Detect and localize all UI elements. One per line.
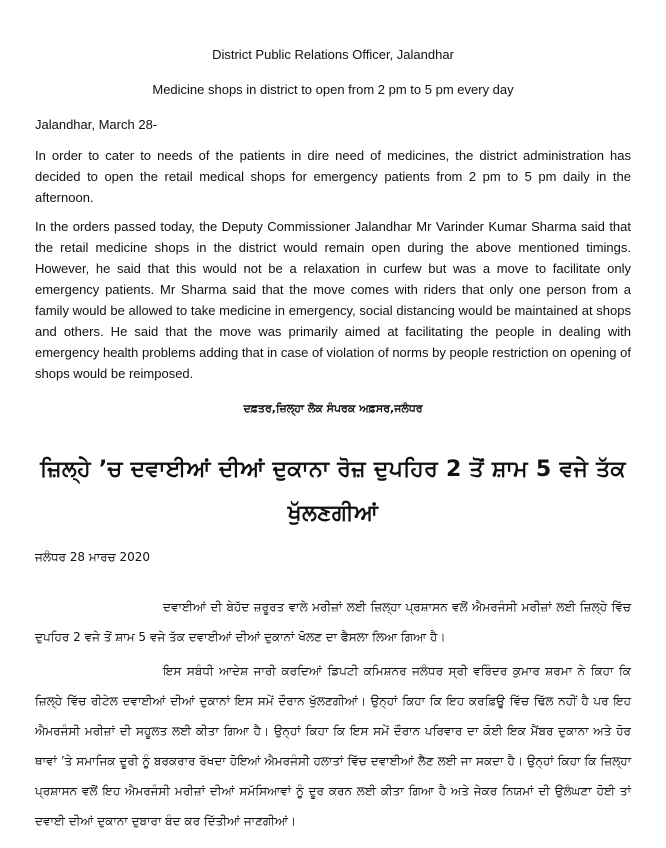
paragraph-2-english: In the orders passed today, the Deputy Commissioner Jalandhar Mr Varinder Kumar Sharma said that the retail medicine shops in the district would remain open during the above mentioned timings. However, he said that this would not be a relaxation in curfew but was a move to facilitate only emergency patients. Mr Sharma said that the move comes with riders that only one person from a family would be allowed to take medicine in emergency, social distancing would be maintained at shops and others. He said that the move was primarily aimed at facilitating the people in dealing with emergency health problems adding that in case of violation of norms by people restriction on opening of shops would be reimposed.: [35, 219, 631, 381]
paragraph-1-english: In order to cater to needs of the patients in dire need of medicines, the district administration has decided to open the retail medical shops for emergency patients from 2 pm to 5 pm daily in the afternoon.: [35, 148, 631, 205]
headline-english: Medicine shops in district to open from 2 pm to 5 pm every day: [152, 82, 514, 97]
paragraph-1-punjabi: ਦਵਾਈਆਂ ਦੀ ਬੇਹੱਦ ਜ਼ਰੂਰਤ ਵਾਲੇ ਮਰੀਜ਼ਾਂ ਲਈ ਜ਼ਿਲ੍ਹਾ ਪ੍ਰਸ਼ਾਸਨ ਵਲੋਂ ਐਮਰਜੰਸੀ ਮਰੀਜ਼ਾਂ ਲਈ ਜ਼ਿਲ੍ਹੇ ਵਿੱਚ ਦੁਪਹਿਰ 2 ਵਜੇ ਤੋਂ ਸ਼ਾਮ 5 ਵਜੇ ਤੱਕ ਦਵਾਈਆਂ ਦੀਆਂ ਦੁਕਾਨਾਂ ਖੋਲਣ ਦਾ ਫੈਸਲਾ ਲਿਆ ਗਿਆ ਹੈ।: [35, 600, 631, 644]
paragraph-2-punjabi: ਇਸ ਸਬੰਧੀ ਆਦੇਸ਼ ਜਾਰੀ ਕਰਦਿਆਂ ਡਿਪਟੀ ਕਮਿਸ਼ਨਰ ਜਲੰਧਰ ਸ੍ਰੀ ਵਰਿੰਦਰ ਕੁਮਾਰ ਸ਼ਰਮਾ ਨੇ ਕਿਹਾ ਕਿ ਜ਼ਿਲ੍ਹੇ ਵਿੱਚ ਰੀਟੇਲ ਦਵਾਈਆਂ ਦੀਆਂ ਦੁਕਾਨਾਂ ਇਸ ਸਮੇਂ ਦੌਰਾਨ ਖੁੱਲਣਗੀਆਂ। ਉਨ੍ਹਾਂ ਕਿਹਾ ਕਿ ਇਹ ਕਰਫ਼ਿਊ ਵਿੱਚ ਢਿੱਲ ਨਹੀਂ ਹੈ ਪਰ ਇਹ ਐਮਰਜੰਸੀ ਮਰੀਜ਼ਾਂ ਦੀ ਸਹੂਲਤ ਲਈ ਕੀਤਾ ਗਿਆ ਹੈ। ਉਨ੍ਹਾਂ ਕਿਹਾ ਕਿ ਇਸ ਸਮੇਂ ਦੌਰਾਨ ਪਰਿਵਾਰ ਦਾ ਕੋਈ ਇਕ ਮੈਂਬਰ ਦੁਕਾਨਾ ਅਤੇ ਹੋਰ ਥਾਵਾਂ ’ਤੇ ਸਮਾਜਿਕ ਦੂਰੀ ਨੂੰ ਬਰਕਰਾਰ ਰੱਖਦਾ ਹੋਇਆਂ ਐਮਰਜੰਸੀ ਹਲਾਤਾਂ ਵਿੱਚ ਦਵਾਈਆਂ ਲੈਣ ਲਈ ਜਾ ਸਕਦਾ ਹੈ। ਉਨ੍ਹਾਂ ਕਿਹਾ ਕਿ ਜ਼ਿਲ੍ਹਾ ਪ੍ਰਸ਼ਾਸਨ ਵਲੋਂ ਇਹ ਐਮਰਜੰਸੀ ਮਰੀਜ਼ਾਂ ਦੀਆਂ ਸਮੱਸਿਆਵਾਂ ਨੂੰ ਦੂਰ ਕਰਨ ਲਈ ਕੀਤਾ ਗਿਆ ਹੈ ਅਤੇ ਜੇਕਰ ਨਿਯਮਾਂ ਦੀ ਉਲੰਘਣਾ ਹੋਈ ਤਾਂ ਦਵਾਈ ਦੀਆਂ ਦੁਕਾਨਾ ਦੁਬਾਰਾ ਬੰਦ ਕਰ ਦਿੱਤੀਆਂ ਜਾਣਗੀਆਂ।: [35, 664, 631, 828]
headline-punjabi: ਜ਼ਿਲ੍ਹੇ ’ਚ ਦਵਾਈਆਂ ਦੀਆਂ ਦੁਕਾਨਾ ਰੋਜ਼ ਦੁਪਹਿਰ 2 ਤੋਂ ਸ਼ਾਮ 5 ਵਜੇ ਤੱਕ ਖੁੱਲਣਗੀਆਂ: [40, 457, 626, 526]
dateline-english: Jalandhar, March 28-: [35, 117, 158, 132]
office-heading-punjabi: ਦਫ਼ਤਰ,ਜ਼ਿਲ੍ਹਾ ਲੋਕ ਸੰਪਰਕ ਅਫ਼ਸਰ,ਜਲੰਧਰ: [243, 402, 423, 415]
office-heading-english: District Public Relations Officer, Jalandhar: [212, 47, 454, 62]
dateline-punjabi: ਜਲੰਧਰ 28 ਮਾਰਚ 2020: [35, 550, 151, 564]
